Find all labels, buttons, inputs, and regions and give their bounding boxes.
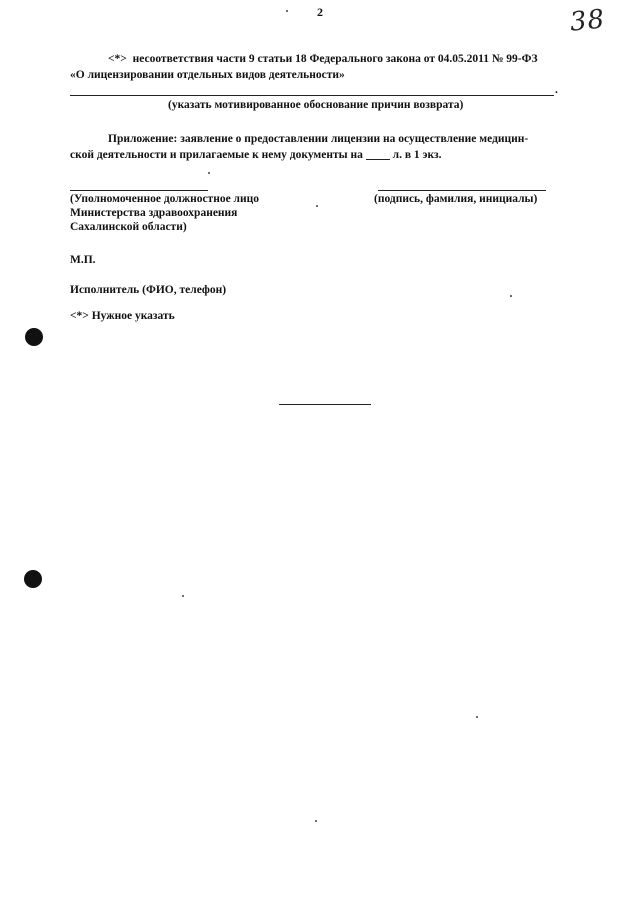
official-line-2: Министерства здравоохранения — [70, 207, 238, 219]
signature-blank-line — [378, 190, 546, 191]
scan-speck — [208, 172, 210, 174]
official-line-3: Сахалинской области) — [70, 221, 187, 233]
clause-marker: <*> — [108, 53, 127, 65]
sheet-count-blank — [366, 159, 390, 160]
scan-speck — [182, 595, 184, 597]
official-blank-line — [70, 190, 208, 191]
attachment-line-2 — [70, 149, 441, 161]
footnote-marker: <*> — [70, 310, 89, 322]
scan-speck — [476, 716, 478, 718]
footnote-text: Нужное указать — [91, 310, 175, 322]
end-rule — [279, 404, 371, 405]
attachment-line-1: Приложение: заявление о предоставлении лицензии на осуществление медицин- — [108, 133, 529, 145]
executor-label: Исполнитель (ФИО, телефон) — [70, 284, 227, 296]
scan-speck — [286, 10, 288, 12]
clause-line-2: «О лицензировании отдельных видов деятельности» — [70, 69, 345, 81]
footnote — [70, 310, 175, 322]
scan-speck — [315, 820, 317, 822]
attachment-copies: л. в 1 экз. — [392, 149, 442, 161]
reason-blank-end: . — [555, 84, 558, 96]
reason-caption: (указать мотивированное обоснование причин возврата) — [168, 99, 464, 111]
clause-line-1 — [108, 53, 538, 65]
scan-speck — [316, 205, 318, 207]
official-line-1: (Уполномоченное должностное лицо — [70, 193, 260, 205]
scan-speck — [510, 295, 512, 297]
handwritten-sheet-number: 38 — [568, 4, 607, 38]
reason-blank-line — [70, 95, 554, 96]
seal-label: М.П. — [70, 254, 96, 266]
signature-caption: (подпись, фамилия, инициалы) — [374, 193, 538, 205]
punch-hole-top — [25, 328, 43, 346]
punch-hole-bottom — [24, 570, 42, 588]
attachment-text: ской деятельности и прилагаемые к нему документы на — [70, 149, 363, 161]
page-number: 2 — [317, 5, 323, 19]
clause-text: несоответствия части 9 статьи 18 Федерального закона от 04.05.2011 № 99-ФЗ — [132, 53, 538, 65]
